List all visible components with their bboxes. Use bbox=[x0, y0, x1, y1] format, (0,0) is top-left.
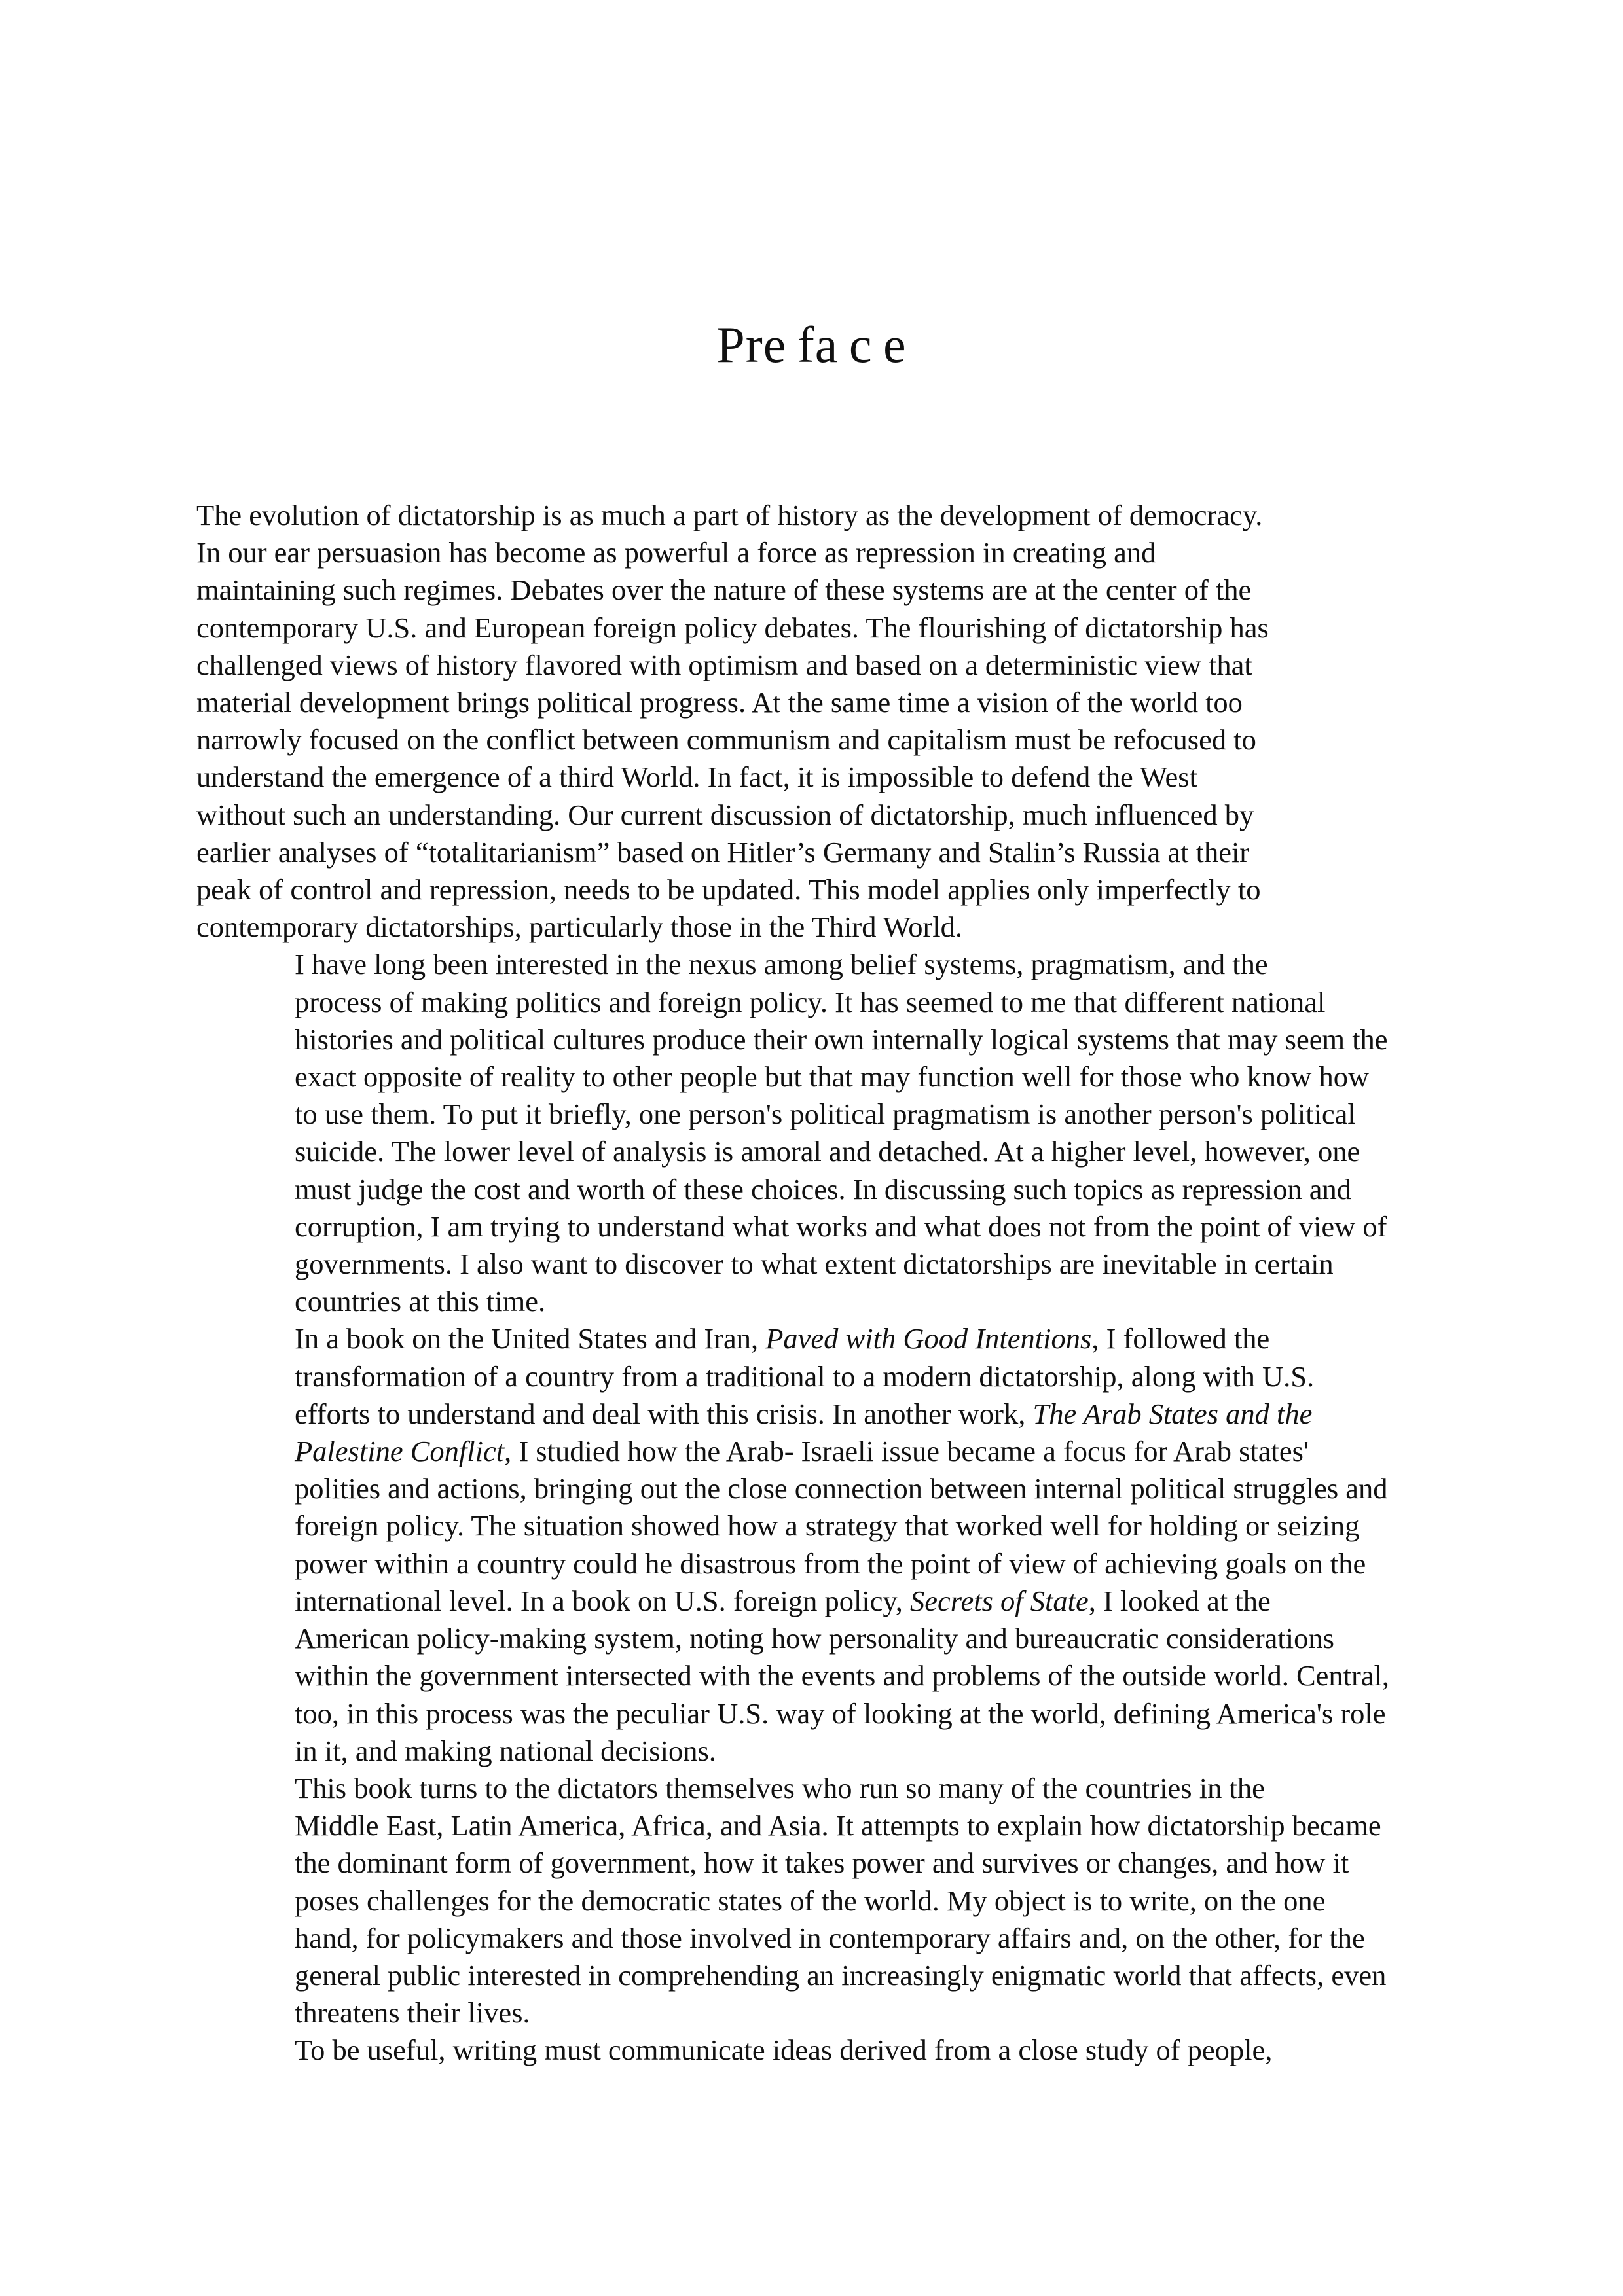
text-line bbox=[196, 1882, 1453, 1920]
text-line bbox=[196, 908, 1453, 946]
text-segment: process of making politics and foreign policy. It has seemed to me that different national bbox=[295, 985, 1326, 1018]
text-segment: the dominant form of government, how it takes power and survives or changes, and how it bbox=[295, 1846, 1349, 1880]
text-segment: general public interested in comprehending an increasingly enigmatic world that affects, even bbox=[295, 1958, 1387, 1992]
text-line bbox=[196, 797, 1453, 834]
text-segment: suicide. The lower level of analysis is amoral and detached. At a higher level, however, one bbox=[295, 1135, 1360, 1168]
text-line bbox=[196, 571, 1453, 609]
text-line bbox=[196, 1171, 1453, 1208]
text-line bbox=[196, 1058, 1453, 1096]
text-segment: , I looked at the bbox=[1088, 1584, 1271, 1617]
text-line bbox=[196, 609, 1453, 647]
text-line bbox=[196, 834, 1453, 871]
text-line bbox=[196, 1246, 1453, 1283]
text-line bbox=[196, 946, 1453, 983]
text-line bbox=[196, 721, 1453, 759]
text-segment: , I studied how the Arab- Israeli issue became a focus for Arab states' bbox=[504, 1435, 1309, 1468]
paragraph bbox=[196, 2032, 1453, 2069]
text-line bbox=[196, 647, 1453, 684]
text-segment: countries at this time. bbox=[295, 1285, 546, 1318]
text-segment: I have long been interested in the nexus among belief systems, pragmatism, and the bbox=[295, 948, 1268, 981]
text-segment: corruption, I am trying to understand what works and what does not from the point of view of bbox=[295, 1210, 1387, 1243]
text-line bbox=[196, 984, 1453, 1021]
text-line bbox=[196, 684, 1453, 721]
text-segment: governments. I also want to discover to what extent dictatorships are inevitable in certain bbox=[295, 1247, 1334, 1281]
paragraph bbox=[196, 946, 1453, 1320]
text-line bbox=[196, 1545, 1453, 1583]
text-segment: contemporary dictatorships, particularly those in the Third World. bbox=[196, 910, 963, 944]
text-line bbox=[196, 871, 1453, 908]
text-segment: in it, and making national decisions. bbox=[295, 1734, 716, 1767]
page-title: Pre fa c e bbox=[716, 316, 907, 373]
text-line bbox=[196, 1957, 1453, 1994]
paragraph bbox=[196, 1320, 1453, 1769]
text-segment: earlier analyses of “totalitarianism” based on Hitler’s Germany and Stalin’s Russia at their bbox=[196, 835, 1250, 869]
text-line bbox=[196, 1395, 1453, 1433]
text-line bbox=[196, 1695, 1453, 1732]
paragraph bbox=[196, 497, 1453, 946]
text-line bbox=[196, 1021, 1453, 1058]
text-line bbox=[196, 1657, 1453, 1695]
text-segment: must judge the cost and worth of these choices. In discussing such topics as repression and bbox=[295, 1172, 1352, 1206]
text-segment: The evolution of dictatorship is as much a part of history as the development of democracy. bbox=[196, 499, 1263, 531]
text-segment: This book turns to the dictators themselves who run so many of the countries in the bbox=[295, 1771, 1265, 1804]
text-segment: , I followed the bbox=[1091, 1322, 1270, 1355]
paragraph bbox=[196, 1770, 1453, 2032]
text-segment: efforts to understand and deal with this crisis. In another work, bbox=[295, 1397, 1033, 1430]
text-segment: challenged views of history flavored with optimism and based on a deterministic view that bbox=[196, 648, 1252, 681]
text-segment: transformation of a country from a traditional to a modern dictatorship, along with U.S. bbox=[295, 1359, 1315, 1393]
text-segment: threatens their lives. bbox=[295, 1996, 530, 2030]
text-line bbox=[196, 1433, 1453, 1470]
body-text bbox=[196, 497, 1453, 2070]
text-segment: Middle East, Latin America, Africa, and Asia. It attempts to explain how dictatorship became bbox=[295, 1809, 1381, 1842]
text-segment: exact opposite of reality to other people but that may function well for those who know how bbox=[295, 1060, 1370, 1094]
text-segment: material development brings political progress. At the same time a vision of the world too bbox=[196, 686, 1243, 719]
text-segment: histories and political cultures produce their own internally logical systems that may seem the bbox=[295, 1022, 1388, 1056]
text-line bbox=[196, 1994, 1453, 2032]
text-segment: to use them. To put it briefly, one person's political pragmatism is another person's political bbox=[295, 1098, 1356, 1131]
text-segment: hand, for policymakers and those involved in contemporary affairs and, on the other, for the bbox=[295, 1921, 1365, 1954]
text-line bbox=[196, 1770, 1453, 1807]
text-segment: In a book on the United States and Iran, bbox=[295, 1322, 766, 1355]
italic-title: The Arab States and the bbox=[1032, 1397, 1313, 1430]
text-line bbox=[196, 1583, 1453, 1620]
text-line bbox=[196, 534, 1453, 571]
text-segment: within the government intersected with the events and problems of the outside world. Central, bbox=[295, 1659, 1390, 1693]
text-segment: polities and actions, bringing out the close connection between internal political struggles and bbox=[295, 1472, 1388, 1505]
text-line bbox=[196, 1096, 1453, 1133]
text-line bbox=[196, 1133, 1453, 1170]
text-line bbox=[196, 1470, 1453, 1507]
text-segment: To be useful, writing must communicate ideas derived from a close study of people, bbox=[295, 2034, 1273, 2067]
text-segment: maintaining such regimes. Debates over the nature of these systems are at the center of the bbox=[196, 573, 1252, 607]
text-line bbox=[196, 1358, 1453, 1395]
text-line bbox=[196, 1920, 1453, 1957]
text-segment: international level. In a book on U.S. foreign policy, bbox=[295, 1584, 911, 1617]
text-line bbox=[196, 1283, 1453, 1320]
text-segment: foreign policy. The situation showed how a strategy that worked well for holding or seizing bbox=[295, 1509, 1360, 1543]
text-segment: poses challenges for the democratic states of the world. My object is to write, on the one bbox=[295, 1884, 1326, 1917]
italic-title: Paved with Good Intentions bbox=[765, 1322, 1092, 1355]
text-segment: In our ear persuasion has become as powerful a force as repression in creating and bbox=[196, 536, 1156, 569]
text-segment: peak of control and repression, needs to be updated. This model applies only imperfectly to bbox=[196, 873, 1261, 906]
text-line bbox=[196, 1807, 1453, 1844]
text-line bbox=[196, 1507, 1453, 1545]
italic-title: Palestine Conflict bbox=[295, 1435, 505, 1468]
text-line bbox=[196, 2032, 1453, 2069]
text-line bbox=[196, 1320, 1453, 1357]
text-line bbox=[196, 1732, 1453, 1770]
text-segment: American policy-making system, noting how personality and bureaucratic considerations bbox=[295, 1622, 1334, 1655]
text-segment: too, in this process was the peculiar U.S. way of looking at the world, defining America's role bbox=[295, 1696, 1386, 1730]
text-segment: contemporary U.S. and European foreign policy debates. The flourishing of dictatorship has bbox=[196, 611, 1269, 644]
text-segment: power within a country could he disastrous from the point of view of achieving goals on the bbox=[295, 1547, 1366, 1580]
text-segment: narrowly focused on the conflict between communism and capitalism must be refocused to bbox=[196, 723, 1256, 757]
italic-title: Secrets of State bbox=[910, 1584, 1089, 1617]
text-line bbox=[196, 1620, 1453, 1657]
text-line bbox=[196, 1844, 1453, 1882]
text-segment: without such an understanding. Our current discussion of dictatorship, much influenced by bbox=[196, 798, 1254, 831]
text-line bbox=[196, 1208, 1453, 1246]
text-segment: understand the emergence of a third World. In fact, it is impossible to defend the West bbox=[196, 761, 1197, 794]
text-line bbox=[196, 759, 1453, 796]
text-line bbox=[196, 497, 1453, 534]
